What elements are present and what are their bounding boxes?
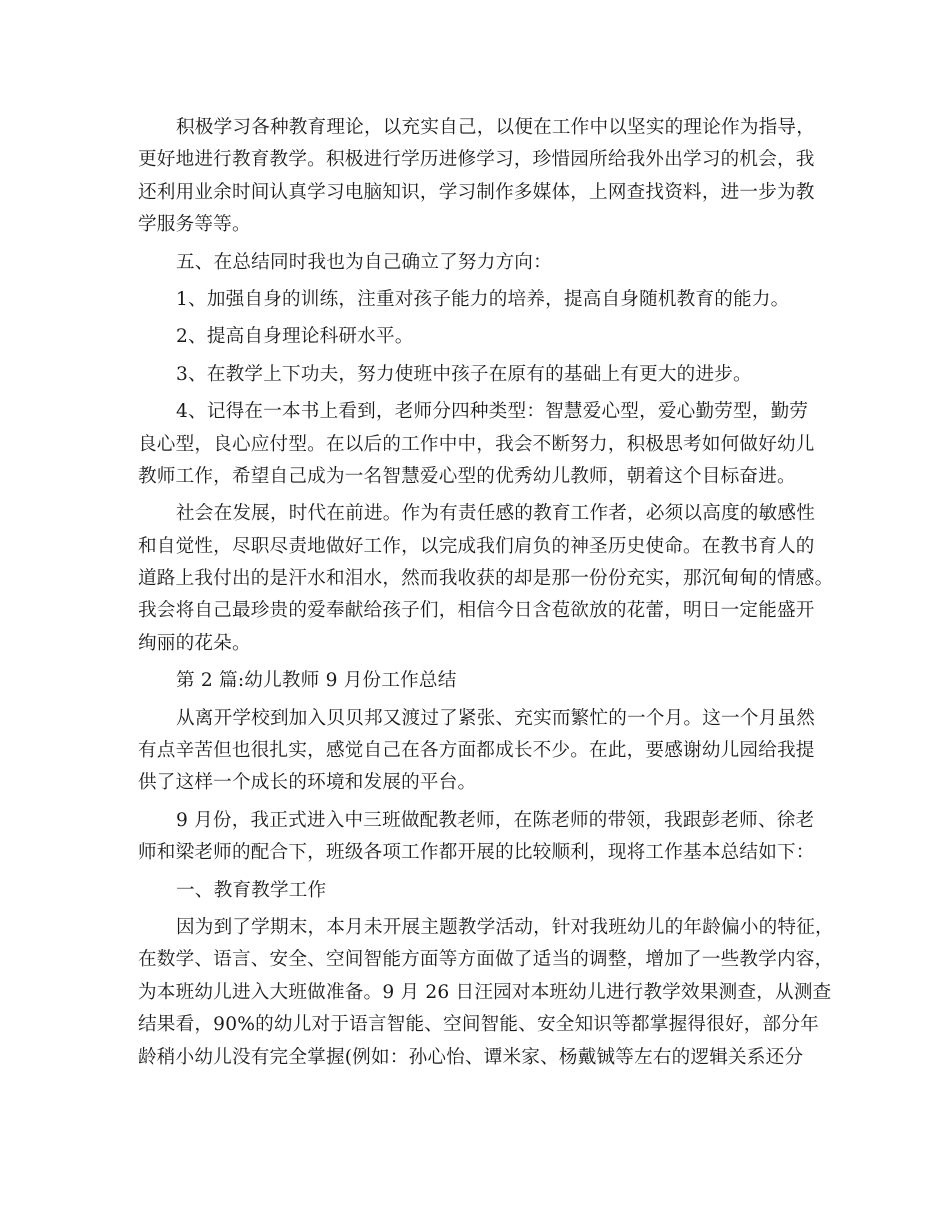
text-line: 师和梁老师的配合下，班级各项工作都开展的比较顺利，现将工作基本总结如下： [138, 842, 815, 864]
text-line: 龄稍小幼儿没有完全掌握(例如：孙心怡、谭米家、杨戴铖等左右的逻辑关系还分 [138, 1046, 804, 1068]
paragraph [138, 284, 818, 316]
text-line: 结果看，90%的幼儿对于语言智能、空间智能、安全知识等都掌握得很好，部分年 [138, 1014, 819, 1036]
text-line: 从离开学校到加入贝贝邦又渡过了紧张、充实而繁忙的一个月。这一个月虽然 [176, 707, 815, 729]
text-line: 3、在教学上下功夫，努力使班中孩子在原有的基础上有更大的进步。 [176, 363, 752, 385]
paragraph [138, 112, 818, 242]
text-line: 因为到了学期末，本月未开展主题教学活动，针对我班幼儿的年龄偏小的特征， [176, 916, 834, 938]
text-line: 第 2 篇:幼儿教师 9 月份工作总结 [176, 670, 457, 692]
text-line: 和自觉性，尽职尽责地做好工作，以完成我们肩负的神圣历史使命。在教书育人的 [138, 535, 815, 557]
text-line: 有点辛苦但也很扎实，感觉自己在各方面都成长不少。在此，要感谢幼儿园给我提 [138, 740, 815, 762]
paragraph [138, 359, 818, 391]
text-line: 1、加强自身的训练，注重对孩子能力的培养，提高自身随机教育的能力。 [176, 288, 790, 310]
paragraph [138, 875, 818, 907]
text-line: 我会将自己最珍贵的爱奉献给孩子们，相信今日含苞欲放的花蕾，明日一定能盛开 [138, 600, 815, 622]
document-body [138, 112, 834, 1074]
text-line: 道路上我付出的是汗水和泪水，然而我收获的却是那一份份充实，那沉甸甸的情感。 [138, 568, 834, 590]
text-line: 在数学、语言、安全、空间智能方面等方面做了适当的调整，增加了一些教学内容， [138, 949, 834, 971]
text-line: 2、提高自身理论科研水平。 [176, 326, 414, 348]
paragraph [138, 247, 818, 279]
text-line: 4、记得在一本书上看到，老师分四种类型：智慧爱心型，爱心勤劳型，勤劳 [176, 401, 809, 423]
text-line: 积极学习各种教育理论，以充实自己，以便在工作中以坚实的理论作为指导， [176, 117, 815, 138]
paragraph [138, 805, 818, 870]
text-line: 绚丽的花朵。 [138, 632, 251, 654]
text-line: 为本班幼儿进入大班做准备。9 月 26 日汪园对本班幼儿进行教学效果测查，从测查 [138, 981, 832, 1003]
text-line: 教师工作，希望自己成为一名智慧爱心型的优秀幼儿教师，朝着这个目标奋进。 [138, 465, 796, 487]
paragraph [138, 498, 834, 660]
paragraph [138, 321, 818, 353]
text-line: 学服务等等。 [138, 214, 251, 236]
text-line: 五、在总结同时我也为自己确立了努力方向： [176, 251, 552, 273]
text-line: 社会在发展，时代在前进。作为有责任感的教育工作者，必须以高度的敏感性 [176, 503, 815, 525]
paragraph [138, 912, 834, 1074]
text-line: 更好地进行教育教学。积极进行学历进修学习，珍惜园所给我外出学习的机会，我 [138, 149, 815, 171]
text-line: 良心型，良心应付型。在以后的工作中中，我会不断努力，积极思考如何做好幼儿 [138, 433, 815, 455]
text-line: 供了这样一个成长的环境和发展的平台。 [138, 772, 477, 794]
paragraph [138, 396, 818, 493]
text-line: 一、教育教学工作 [176, 879, 327, 901]
paragraph [138, 665, 818, 697]
text-line: 9 月份，我正式进入中三班做配教老师，在陈老师的带领，我跟彭老师、徐老 [176, 809, 815, 831]
text-line: 还利用业余时间认真学习电脑知识，学习制作多媒体，上网查找资料，进一步为教 [138, 181, 815, 203]
paragraph [138, 703, 818, 800]
